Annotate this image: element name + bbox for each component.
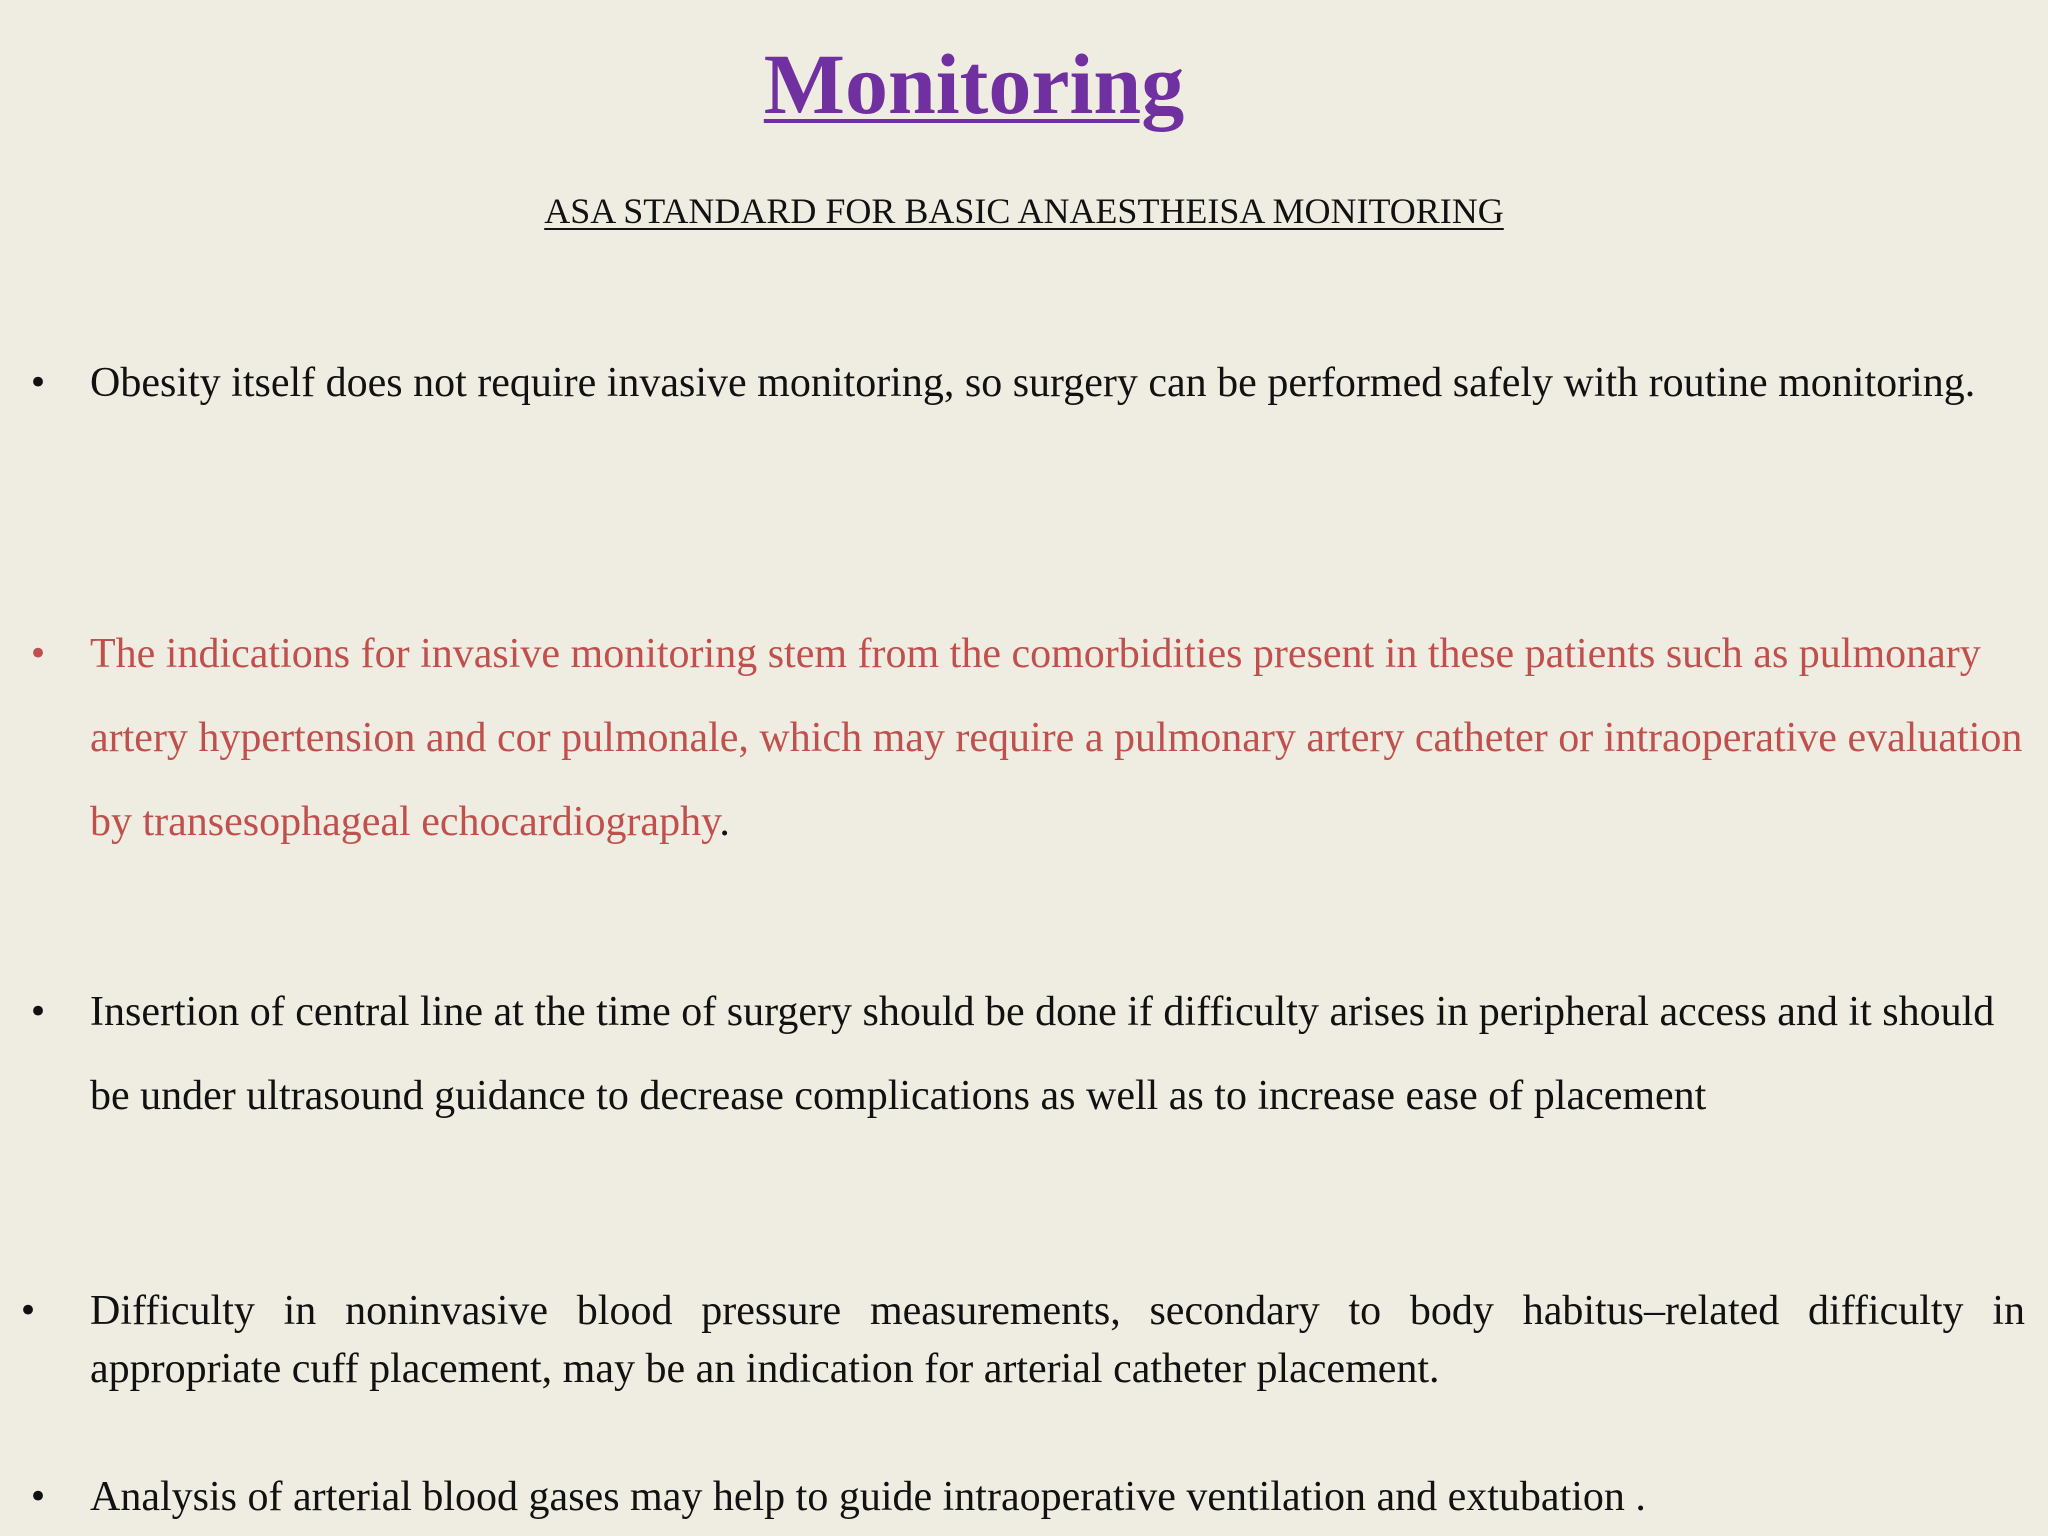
slide-subtitle: ASA STANDARD FOR BASIC ANAESTHEISA MONITORING (544, 191, 1504, 231)
bullet-dot-icon: • (27, 1477, 49, 1517)
bullet-item-invasive-indications (27, 612, 2025, 864)
bullet-text-highlighted: The indications for invasive monitoring stem from the comorbidities present in these patients such as pulmonary artery hypertension and cor pulmonale, which may require a pulmonary artery catheter or intraoperative evaluation by transesophageal echocardiography (90, 631, 2023, 845)
bullet-dot-icon: • (27, 634, 49, 674)
bullet-dot-icon: • (27, 363, 49, 403)
bullet-item-routine-monitoring (27, 341, 2025, 425)
bullet-text: Analysis of arterial blood gases may help to guide intraoperative ventilation and extubation . (90, 1474, 1646, 1520)
bullet-text: Obesity itself does not require invasive monitoring, so surgery can be performed safely with routine monitoring. (90, 360, 1976, 406)
bullet-item-blood-pressure (18, 1282, 2025, 1398)
bullet-dot-icon: • (18, 1291, 39, 1331)
bullet-text: Insertion of central line at the time of surgery should be done if difficulty arises in peripheral access and it should be under ultrasound guidance to decrease complications as well as to increase ease of placement (90, 989, 1995, 1119)
bullet-suffix: . (719, 799, 730, 845)
slide-title: Monitoring (763, 36, 1185, 132)
bullet-dot-icon: • (27, 992, 49, 1032)
bullet-item-central-line (27, 970, 2025, 1138)
bullet-item-arterial-blood-gases (27, 1468, 2025, 1526)
bullet-text: Difficulty in noninvasive blood pressure measurements, secondary to body habitus–related difficulty in appropriate cuff placement, may be an indication for arterial catheter placement. (90, 1288, 2025, 1392)
